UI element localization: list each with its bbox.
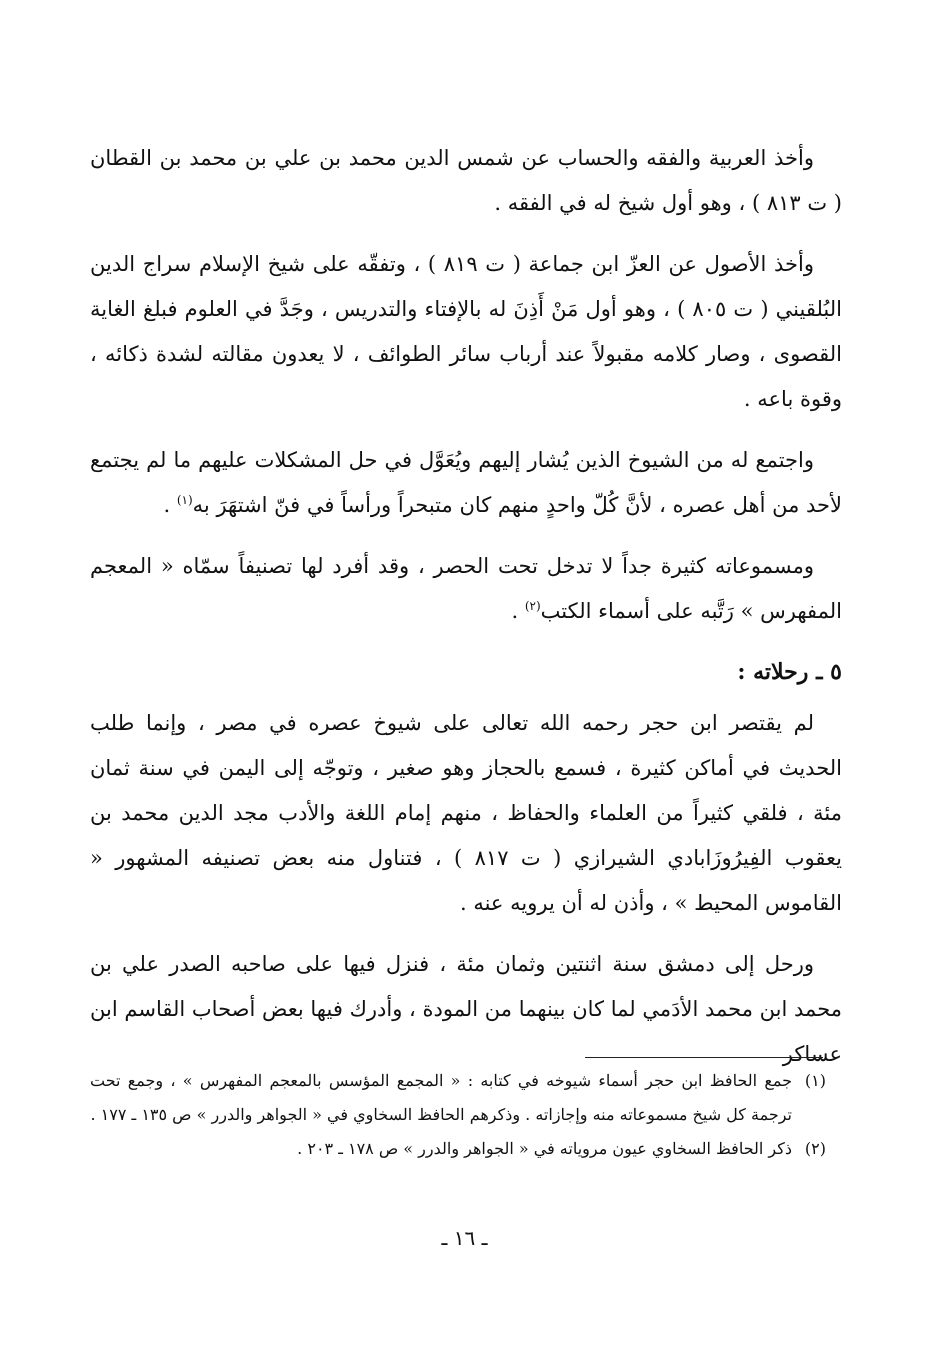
footnote-ref-1: (١) [176, 493, 193, 507]
paragraph-text: وأخذ العربية والفقه والحساب عن شمس الدين محمد بن علي بن محمد بن القطان ( ت ٨١٣ ) ، وهو أول شيخ له في الفقه . [90, 146, 842, 215]
main-text [90, 136, 842, 1093]
paragraph-text: لم يقتصر ابن حجر رحمه الله تعالى على شيوخ عصره في مصر ، وإنما طلب الحديث في أماكن كثيرة ، فسمع بالحجاز وهو صغير ، وتوجّه إلى اليمن في سنة ثمان مئة ، فلقي كثيراً من العلماء والحفاظ ، منهم إمام اللغة والأدب مجد الدين محمد بن يعقوب الفِيرُوزَابادي الشيرازي ( ت ٨١٧ ) ، فتناول منه بعض تصنيفه المشهور « القاموس المحيط » ، وأذن له أن يرويه عنه . [90, 711, 842, 915]
paragraph-end: . [511, 599, 525, 623]
paragraph-text: واجتمع له من الشيوخ الذين يُشار إليهم ويُعَوَّل في حل المشكلات عليهم ما لم يجتمع لأحد من أهل عصره ، لأنَّ كُلّ واحدٍ منهم كان متبحراً ورأساً في فنّ اشتهَرَ به [90, 448, 842, 517]
footnote-text: ذكر الحافظ السخاوي عيون مروياته في « الجواهر والدرر » ص ١٧٨ ـ ٢٠٣ . [297, 1139, 792, 1158]
paragraph-text: ومسموعاته كثيرة جداً لا تدخل تحت الحصر ، وقد أفرد لها تصنيفاً سمّاه « المعجم المفهرس » رَتَّبه على أسماء الكتب [90, 554, 842, 623]
footnote-divider [585, 1057, 823, 1058]
footnote-1 [90, 1064, 826, 1132]
footnote-number: (١) [804, 1071, 826, 1090]
footnote-ref-2: (٢) [524, 599, 541, 613]
paragraph-5 [90, 701, 842, 926]
paragraph-1 [90, 136, 842, 226]
paragraph-3 [90, 438, 842, 528]
footnote-2 [90, 1132, 826, 1166]
paragraph-4 [90, 544, 842, 634]
section-heading: ٥ ـ رحلاته : [737, 659, 842, 685]
page-number: ـ ١٦ ـ [441, 1226, 488, 1250]
footnotes [90, 1064, 826, 1166]
paragraph-end: . [163, 493, 177, 517]
paragraph-2 [90, 242, 842, 422]
paragraph-text: ورحل إلى دمشق سنة اثنتين وثمان مئة ، فنزل فيها على صاحبه الصدر علي بن محمد ابن محمد الأدَمي لما كان بينهما من المودة ، وأدرك فيها بعض أصحاب القاسم ابن عساكر [90, 952, 842, 1066]
paragraph-text: وأخذ الأصول عن العزّ ابن جماعة ( ت ٨١٩ ) ، وتفقّه على شيخ الإسلام سراج الدين البُلقيني ( ت ٨٠٥ ) ، وهو أول مَنْ أَذِنَ له بالإفتاء والتدريس ، وجَدَّ في العلوم فبلغ الغاية القصوى ، وصار كلامه مقبولاً عند أرباب سائر الطوائف ، لا يعدون مقالته لشدة ذكائه ، وقوة باعه . [90, 252, 843, 411]
footnote-number: (٢) [804, 1139, 826, 1158]
footnote-text: جمع الحافظ ابن حجر أسماء شيوخه في كتابه : « المجمع المؤسس بالمعجم المفهرس » ، وجمع تحت ترجمة كل شيخ مسموعاته منه وإجازاته . وذكرهم الحافظ السخاوي في « الجواهر والدرر » ص ١٣٥ ـ ١٧٧ . [90, 1071, 792, 1124]
